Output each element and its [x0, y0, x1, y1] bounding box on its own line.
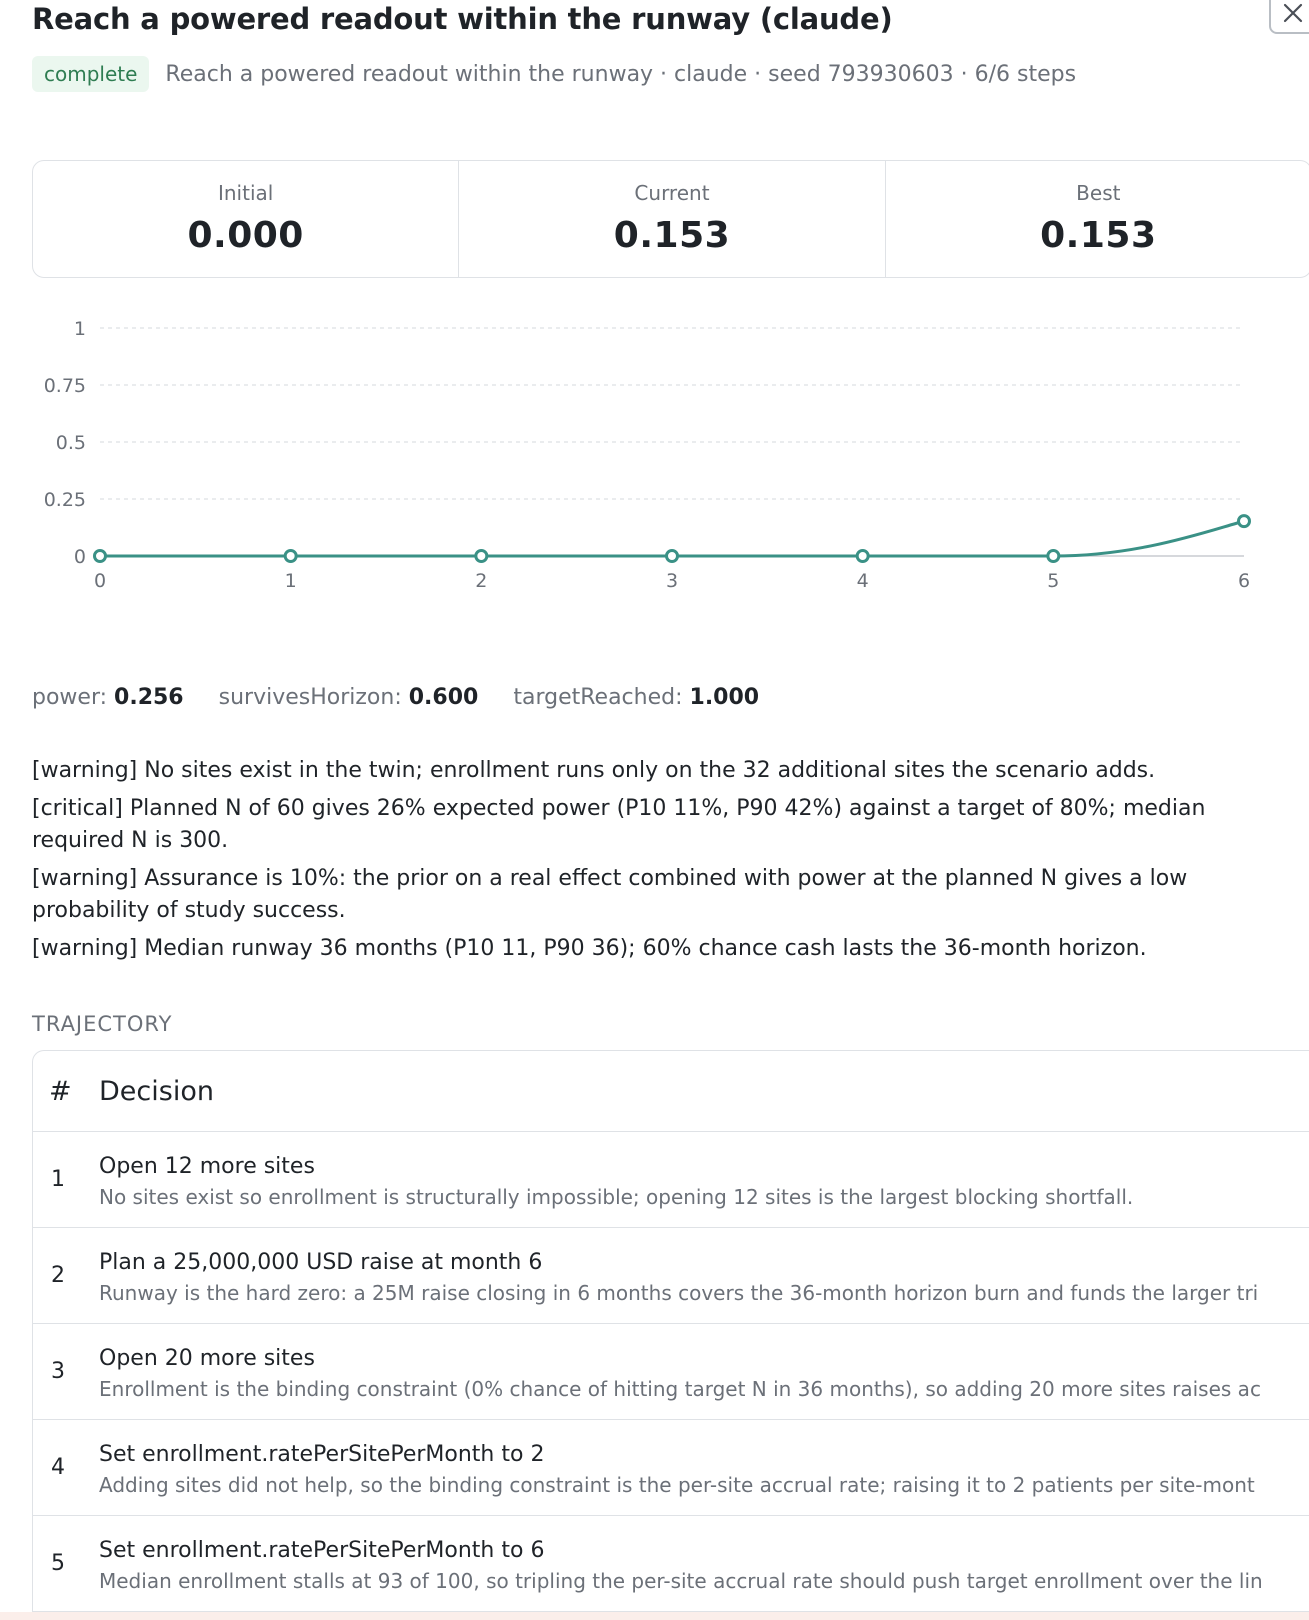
run-meta-text: Reach a powered readout within the runway · claude · seed 793930603 · 6/6 steps	[165, 61, 1077, 87]
row-number: 1	[51, 1167, 65, 1192]
x-tick-label: 6	[1237, 570, 1251, 592]
y-tick-label: 0	[73, 546, 86, 568]
metric-target-reached: targetReached: 1.000	[513, 685, 760, 710]
metric-survives-horizon: survivesHorizon: 0.600	[218, 685, 479, 710]
stat-value: 0.153	[1040, 215, 1157, 256]
table-header	[33, 1051, 1309, 1132]
decision-title: Open 20 more sites	[99, 1346, 315, 1371]
trajectory-heading: TRAJECTORY	[32, 1012, 173, 1036]
warning-item: [warning] No sites exist in the twin; enrollment runs only on the 32 additional sites the scenario adds.	[32, 758, 1156, 783]
run-meta	[32, 56, 1076, 92]
x-tick-label: 2	[475, 570, 488, 592]
stat-value: 0.000	[187, 215, 304, 256]
x-tick-label: 0	[93, 570, 107, 592]
x-tick-label: 5	[1047, 570, 1060, 592]
table-row[interactable]	[33, 1228, 1309, 1324]
stat-best	[885, 161, 1309, 277]
column-header-decision: Decision	[99, 1075, 214, 1107]
decision-title: Open 12 more sites	[99, 1154, 315, 1179]
y-tick-label: 0.75	[43, 375, 86, 397]
close-button[interactable]	[1269, 0, 1309, 34]
decision-title: Set enrollment.ratePerSitePerMonth to 6	[99, 1538, 545, 1563]
x-tick-label: 1	[284, 570, 297, 592]
column-header-num: #	[49, 1075, 72, 1107]
score-summary	[32, 160, 1309, 278]
data-point	[95, 551, 106, 562]
decision-title: Plan a 25,000,000 USD raise at month 6	[99, 1250, 543, 1275]
row-number: 5	[51, 1551, 65, 1576]
row-number: 2	[51, 1263, 65, 1288]
data-point	[667, 551, 678, 562]
decision-title: Set enrollment.ratePerSitePerMonth to 2	[99, 1442, 545, 1467]
warning-item: [warning] Median runway 36 months (P10 11, P90 36); 60% chance cash lasts the 36-month horizon.	[32, 936, 1147, 961]
warning-item: [warning] Assurance is 10%: the prior on a real effect combined with power at the planned N gives a low probability of study success.	[32, 866, 1188, 923]
decision-rationale: Runway is the hard zero: a 25M raise closing in 6 months covers the 36-month horizon burn and funds the larger tri	[99, 1281, 1259, 1305]
data-point	[857, 551, 868, 562]
close-icon	[1282, 2, 1304, 24]
data-point	[285, 551, 296, 562]
decision-rationale: Median enrollment stalls at 93 of 100, so tripling the per-site accrual rate should push target enrollment over the lin	[99, 1569, 1263, 1593]
y-tick-label: 0.5	[55, 432, 86, 454]
stat-label: Current	[634, 181, 710, 205]
stat-label: Best	[1076, 181, 1121, 205]
row-number: 4	[51, 1455, 65, 1480]
stat-initial	[33, 161, 458, 277]
data-point	[1239, 516, 1250, 527]
warning-item: [critical] Planned N of 60 gives 26% expected power (P10 11%, P90 42%) against a target of 80%; median required N is 300.	[32, 796, 1206, 853]
decision-rationale: Adding sites did not help, so the binding constraint is the per-site accrual rate; raising it to 2 patients per site-mont	[99, 1473, 1255, 1497]
x-tick-label: 4	[856, 570, 869, 592]
stat-current	[458, 161, 884, 277]
y-tick-label: 1	[73, 318, 86, 340]
table-row[interactable]	[33, 1132, 1309, 1228]
data-point	[1048, 551, 1059, 562]
stat-value: 0.153	[613, 215, 731, 256]
status-badge: complete	[32, 56, 149, 92]
data-point	[476, 551, 487, 562]
row-number: 3	[51, 1359, 65, 1384]
warnings-list	[32, 755, 1282, 971]
decision-rationale: Enrollment is the binding constraint (0% chance of hitting target N in 36 months), so adding 20 more sites raises ac	[99, 1377, 1261, 1401]
page-title: Reach a powered readout within the runway (claude)	[32, 2, 893, 36]
table-row[interactable]	[33, 1516, 1309, 1611]
decision-rationale: No sites exist so enrollment is structurally impossible; opening 12 sites is the largest blocking shortfall.	[99, 1185, 1134, 1209]
trajectory-table	[32, 1050, 1309, 1612]
metric-power: power: 0.256	[32, 685, 184, 710]
x-tick-label: 3	[665, 570, 679, 592]
table-row[interactable]	[33, 1324, 1309, 1420]
metrics-row	[32, 685, 787, 710]
score-chart	[32, 315, 1272, 605]
next-row-edge	[0, 1612, 1309, 1620]
y-tick-label: 0.25	[43, 489, 86, 511]
table-row[interactable]	[33, 1420, 1309, 1516]
stat-label: Initial	[217, 181, 274, 205]
